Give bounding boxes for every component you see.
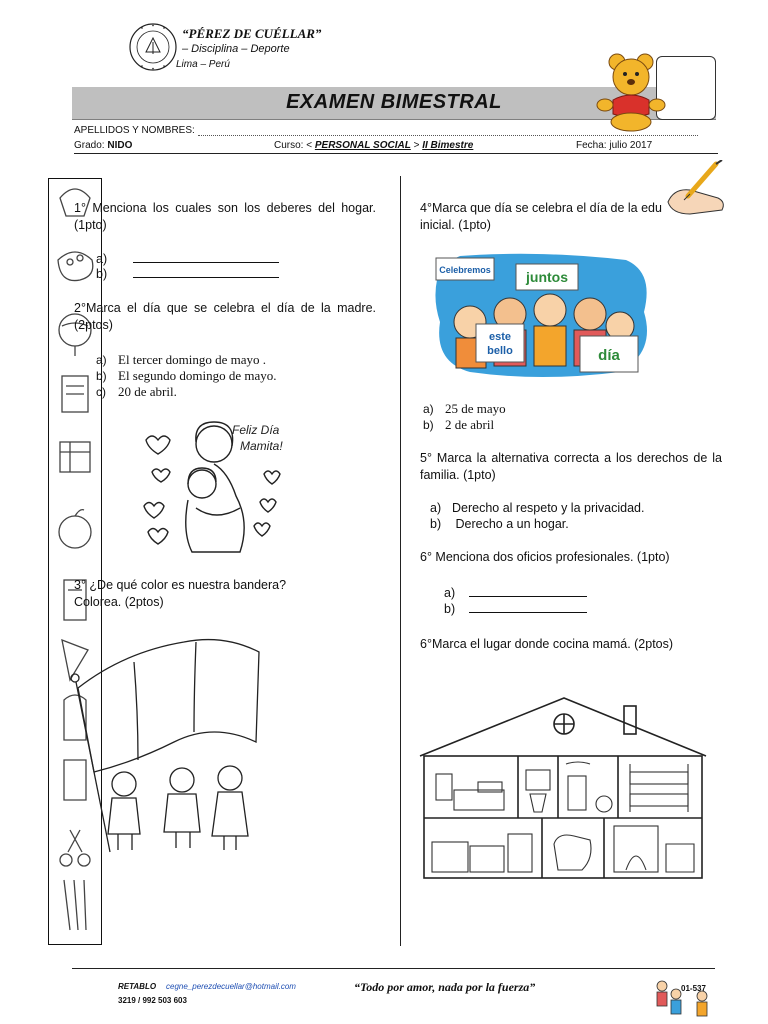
option-text: Derecho a un hogar.: [452, 517, 569, 531]
sign-este: este: [488, 331, 512, 343]
sign-dia: día: [598, 347, 620, 364]
option-letter: a): [96, 353, 107, 367]
answer-blank[interactable]: [133, 250, 279, 263]
names-field[interactable]: [198, 125, 698, 136]
question-2-text: 2°Marca el día que se celebra el día de la madre. (2ptos): [74, 301, 376, 332]
question-6-text: 6° Menciona dos oficios profesionales. (1pto): [420, 550, 670, 564]
option-text: 25 de mayo: [445, 401, 506, 416]
option-letter: c): [96, 385, 106, 399]
question-2-option-c[interactable]: [96, 383, 177, 401]
exam-title: EXAMEN BIMESTRAL: [286, 91, 502, 113]
option-text: El tercer domingo de mayo .: [118, 352, 267, 367]
mamita-text: Mamita!: [240, 439, 283, 453]
school-motto: – Disciplina – Deporte: [182, 43, 290, 55]
footer-code: 01-537: [681, 984, 706, 993]
answer-blank[interactable]: [469, 584, 587, 597]
question-4-text-2: inicial. (1pto): [420, 218, 491, 232]
grade-label: Grado:: [74, 140, 105, 151]
footer-phone: 3219 / 992 503 603: [118, 996, 187, 1005]
school-seal-logo: [128, 22, 178, 72]
feliz-dia-text: Feliz Día: [232, 423, 280, 437]
option-letter: a): [423, 402, 434, 416]
answer-blank[interactable]: [133, 265, 279, 278]
question-6-option-b: [444, 600, 587, 618]
option-letter: b): [423, 418, 434, 432]
question-1-option-b: [96, 265, 279, 283]
option-text: 2 de abril: [445, 417, 495, 432]
question-5-option-a[interactable]: [430, 500, 644, 517]
question-3-text-2: Colorea. (2ptos): [74, 595, 164, 609]
option-letter: a): [430, 501, 442, 515]
footer-quote: “Todo por amor, nada por la fuerza”: [354, 980, 536, 994]
mothers-day-image: [136, 412, 304, 562]
footer-line: [72, 968, 715, 969]
option-text: 20 de abril.: [118, 384, 177, 399]
house-rooms-image: [418, 694, 708, 882]
school-city: Lima – Perú: [176, 59, 230, 70]
course-label: Curso: <: [274, 140, 313, 151]
course-value: PERSONAL SOCIAL: [314, 140, 411, 151]
option-text: El segundo domingo de mayo.: [118, 368, 277, 383]
option-text: Derecho al respeto y la privacidad.: [452, 501, 645, 515]
grade-row: [74, 140, 718, 154]
bear-icon: [595, 50, 667, 132]
question-1-text: 1° Menciona los cuales son los deberes del hogar. (1pto): [74, 201, 376, 232]
children-group-icon: [652, 974, 714, 1020]
teachers-day-image: [430, 252, 656, 380]
flag-children-image: [64, 622, 274, 862]
question-4-text-1: 4°Marca que día se celebra el día de la edu: [420, 201, 662, 215]
course-separator: >: [413, 140, 420, 151]
school-name: “PÉREZ DE CUÉLLAR”: [182, 26, 322, 41]
question-5-option-b[interactable]: [430, 516, 569, 533]
footer-retablo: RETABLO: [118, 982, 157, 991]
names-row: [74, 125, 714, 136]
question-4-option-b[interactable]: [423, 416, 494, 434]
footer-email[interactable]: cegne_perezdecuellar@hotmail.com: [166, 982, 296, 991]
grade-value: NIDO: [107, 140, 133, 151]
question-5-text: 5° Marca la alternativa correcta a los derechos de la familia. (1pto): [420, 451, 722, 482]
option-letter: b): [444, 602, 456, 616]
date-label: Fecha: julio 2017: [576, 140, 653, 151]
sign-celebremos: Celebremos: [439, 265, 491, 275]
option-letter: a): [444, 586, 456, 600]
answer-blank[interactable]: [469, 600, 587, 613]
column-divider: [400, 176, 401, 946]
sign-juntos: juntos: [526, 269, 568, 285]
period-value: II Bimestre: [422, 140, 474, 151]
option-letter: b): [96, 267, 108, 281]
sign-bello: bello: [487, 345, 513, 357]
names-label: APELLIDOS Y NOMBRES:: [74, 125, 195, 136]
question-3-text-1: 3° ¿De qué color es nuestra bandera?: [74, 578, 287, 592]
course-group: [274, 140, 473, 151]
option-letter: b): [430, 517, 442, 531]
option-letter: b): [96, 369, 107, 383]
question-7-text: 6°Marca el lugar donde cocina mamá. (2ptos): [420, 637, 674, 651]
option-letter: a): [96, 252, 108, 266]
